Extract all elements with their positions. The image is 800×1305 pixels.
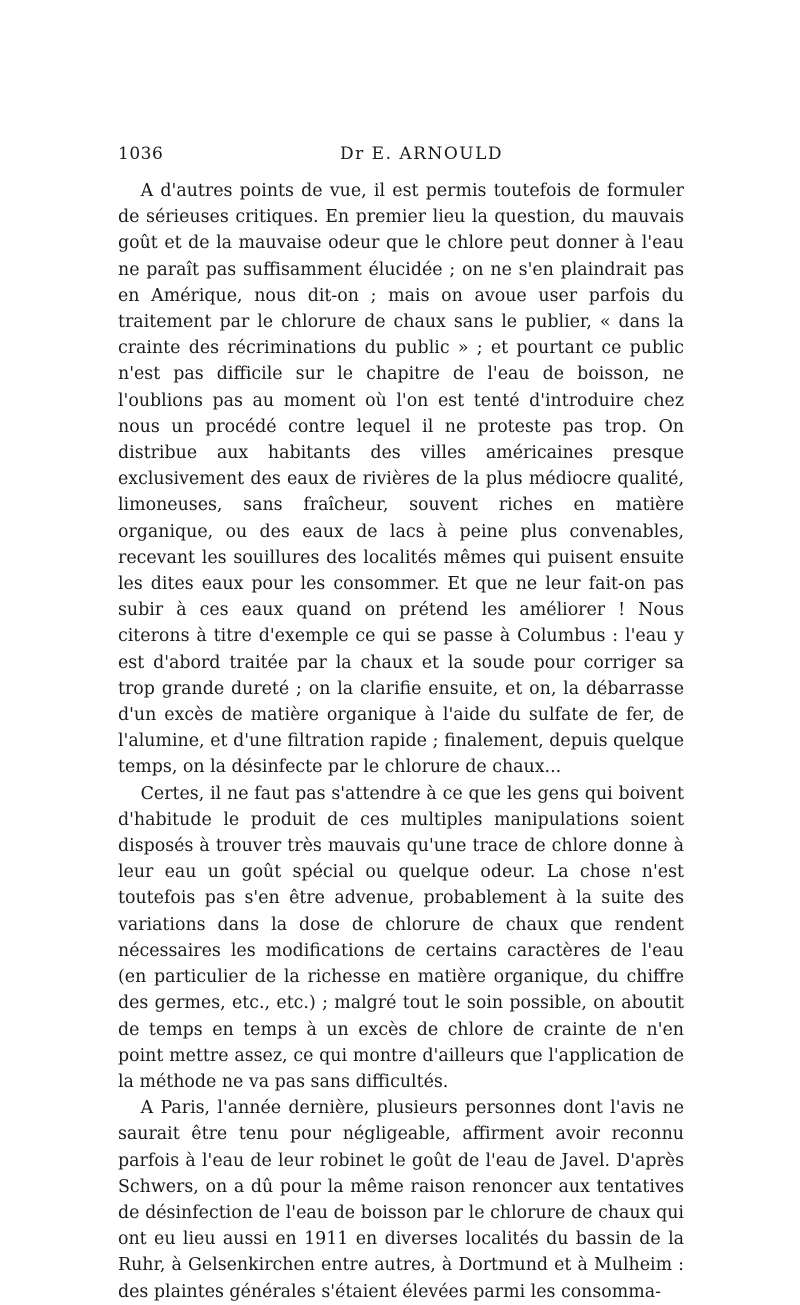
- running-head-author: Dr E. ARNOULD: [340, 144, 504, 164]
- paragraph-2: Certes, il ne faut pas s'attendre à ce que les gens qui boivent d'habitude le produit de ces multiples manipulations soient disposés à trouver très mauvais qu'une trace de chlore donne à leur eau un goût spécial ou quelque odeur. La chose n'est toutefois pas s'en être advenue, probablement à la suite des variations dans la dose de chlorure de chaux que rendent nécessaires les modifications de certains caractères de l'eau (en particulier de la richesse en matière organique, du chiffre des germes, etc., etc.) ; malgré tout le soin possible, on aboutit de temps en temps à un excès de chlore de crainte de n'en point mettre assez, ce qui montre d'ailleurs que l'application de la méthode ne va pas sans difficultés.: [118, 783, 684, 1092]
- page-number: 1036: [118, 144, 164, 164]
- paragraph-3: A Paris, l'année dernière, plusieurs personnes dont l'avis ne saurait être tenu pour négligeable, affirment avoir reconnu parfois à l'eau de leur robinet le goût de l'eau de Javel. D'après Schwers, on a dû pour la même raison renoncer aux tentatives de désinfection de l'eau de boisson par le chlorure de chaux qui ont eu lieu aussi en 1911 en diverses localités du bassin de la Ruhr, à Gelsenkirchen entre autres, à Dortmund et à Mulheim : des plaintes générales s'étaient élevées parmi les consomma-: [118, 1098, 684, 1302]
- running-head: [118, 144, 684, 170]
- body-text: [118, 178, 684, 1305]
- paragraph-1: A d'autres points de vue, il est permis toutefois de formuler de sérieuses critiques. En premier lieu la question, du mauvais goût et de la mauvaise odeur que le chlore peut donner à l'eau ne paraît pas suffisamment élucidée ; on ne s'en plaindrait pas en Amérique, nous dit-on ; mais on avoue user parfois du traitement par le chlorure de chaux sans le publier, « dans la crainte des récriminations du public » ; et pourtant ce public n'est pas difficile sur le chapitre de l'eau de boisson, ne l'oublions pas au moment où l'on est tenté d'introduire chez nous un procédé contre lequel il ne proteste pas trop. On distribue aux habitants des villes américaines presque exclusivement des eaux de rivières de la plus médiocre qualité, limoneuses, sans fraîcheur, souvent riches en matière organique, ou des eaux de lacs à peine plus convenables, recevant les souillures des localités mêmes qui puisent ensuite les dites eaux pour les consommer. Et que ne leur fait-on pas subir à ces eaux quand on prétend les améliorer ! Nous citerons à titre d'exemple ce qui se passe à Columbus : l'eau y est d'abord traitée par la chaux et la soude pour corriger sa trop grande dureté ; on la clarifie ensuite, et on, la débarrasse d'un excès de matière organique à l'aide du sulfate de fer, de l'alumine, et d'une filtration rapide ; finalement, depuis quelque temps, on la désinfecte par le chlorure de chaux...: [118, 181, 684, 778]
